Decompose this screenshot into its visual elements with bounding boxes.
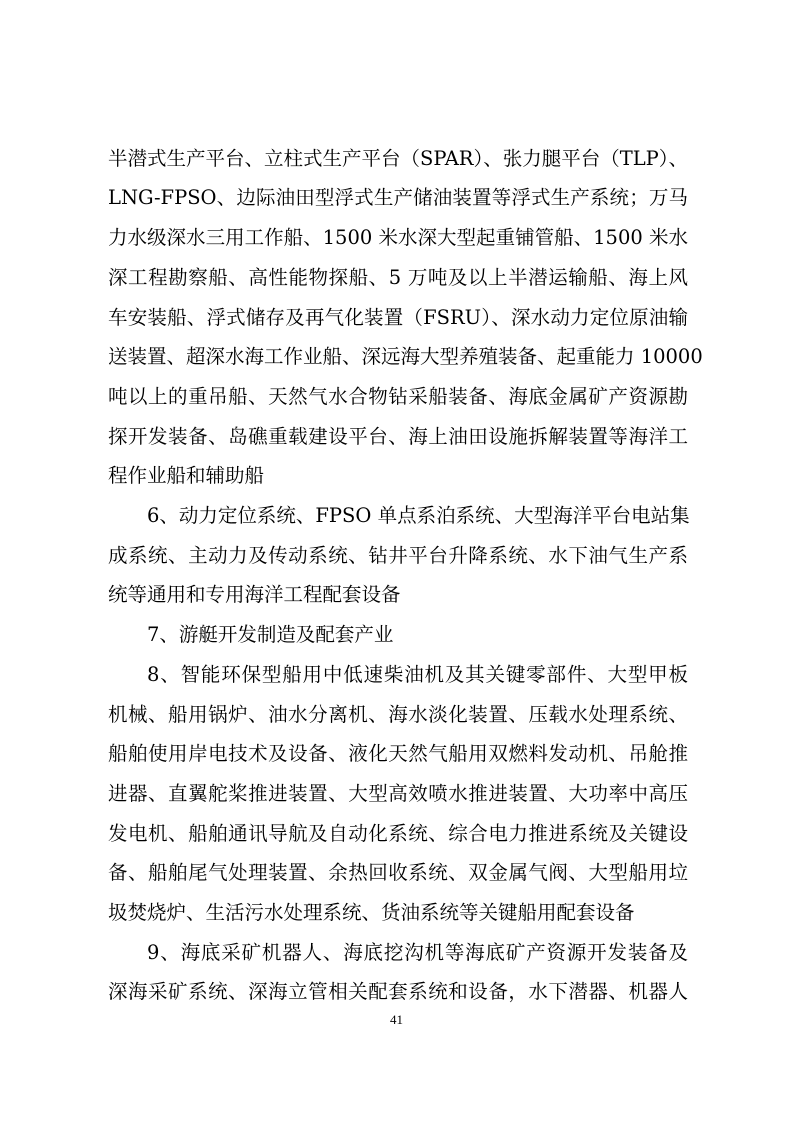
text-line: 机械、船用锅炉、油水分离机、海水淡化装置、压载水处理系统、 xyxy=(108,703,688,726)
text-line: 吨以上的重吊船、天然气水合物钻采船装备、海底金属矿产资源勘 xyxy=(108,385,688,408)
text-line: 半潜式生产平台、立柱式生产平台（SPAR）、张力腿平台（TLP）、 xyxy=(108,147,689,170)
text-line: 成系统、主动力及传动系统、钻井平台升降系统、水下油气生产系 xyxy=(108,544,688,567)
text-line: 备、船舶尾气处理装置、余热回收系统、双金属气阀、大型船用垃 xyxy=(108,861,688,884)
text-line: 6、动力定位系统、FPSO 单点系泊系统、大型海洋平台电站集 xyxy=(147,504,690,527)
text-line: 9、海底采矿机器人、海底挖沟机等海底矿产资源开发装备及 xyxy=(147,941,688,964)
text-line: 车安装船、浮式储存及再气化装置（FSRU）、深水动力定位原油输 xyxy=(108,306,688,329)
text-line: 发电机、船舶通讯导航及自动化系统、综合电力推进系统及关键设 xyxy=(108,822,688,845)
text-line: 深海采矿系统、深海立管相关配套系统和设备，水下潜器、机器人 xyxy=(108,980,688,1003)
text-line: 探开发装备、岛礁重载建设平台、海上油田设施拆解装置等海洋工 xyxy=(108,425,688,448)
text-line: 船舶使用岸电技术及设备、液化天然气船用双燃料发动机、吊舱推 xyxy=(108,742,688,765)
text-line: 统等通用和专用海洋工程配套设备 xyxy=(108,583,401,606)
text-line: LNG-FPSO、边际油田型浮式生产储油装置等浮式生产系统；万马 xyxy=(108,186,688,209)
text-line: 圾焚烧炉、生活污水处理系统、货油系统等关键船用配套设备 xyxy=(108,901,635,924)
text-line: 8、智能环保型船用中低速柴油机及其关键零部件、大型甲板 xyxy=(147,663,688,686)
page-number: 41 xyxy=(390,1012,403,1027)
text-line: 程作业船和辅助船 xyxy=(108,464,265,487)
text-line: 7、游艇开发制造及配套产业 xyxy=(147,623,394,646)
text-line: 进器、直翼舵桨推进装置、大型高效喷水推进装置、大功率中高压 xyxy=(108,782,688,805)
text-line: 送装置、超深水海工作业船、深远海大型养殖装备、起重能力 10000 xyxy=(108,345,703,368)
text-line: 深工程勘察船、高性能物探船、5 万吨及以上半潜运输船、海上风 xyxy=(108,266,688,289)
text-line: 力水级深水三用工作船、1500 米水深大型起重铺管船、1500 米水 xyxy=(108,226,688,249)
